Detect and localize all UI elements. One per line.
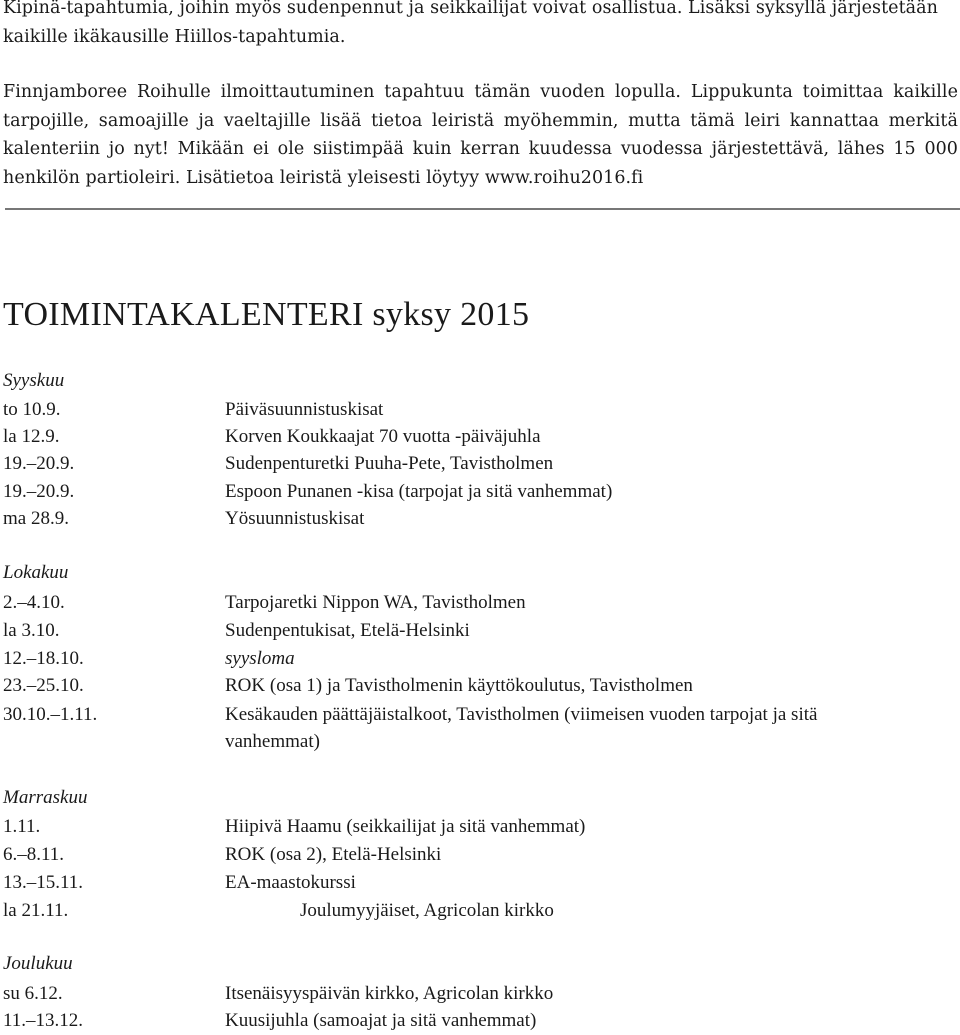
- event-name-line-2: vanhemmat): [225, 731, 320, 752]
- month-heading-marraskuu: Marraskuu: [3, 787, 88, 808]
- event-name: [225, 701, 945, 755]
- calendar-title: TOIMINTAKALENTERI syksy 2015: [3, 296, 530, 333]
- event-date: 6.–8.11.: [3, 844, 65, 865]
- event-date: la 21.11.: [3, 900, 69, 921]
- event-date: 1.11.: [3, 816, 41, 837]
- event-date: 23.–25.10.: [3, 675, 84, 696]
- event-name: Päiväsuunnistuskisat: [225, 399, 384, 420]
- intro-paragraph-1-line-2: kaikille ikäkausille Hiillos-tapahtumia.: [3, 26, 346, 47]
- event-name: Korven Koukkaajat 70 vuotta -päiväjuhla: [225, 426, 541, 447]
- event-name: Espoon Punanen -kisa (tarpojat ja sitä vanhemmat): [225, 481, 613, 502]
- event-date: la 3.10.: [3, 620, 60, 641]
- intro-paragraph-2: Finnjamboree Roihulle ilmoittautuminen tapahtuu tämän vuoden lopulla. Lippukunta toimittaa kaikille tarpojille, samoajille ja vaeltajille lisää tietoa leiristä myöhemmin, mutta tämä leiri kannattaa merkitä kalenteriin jo nyt! Mikään ei ole siistimpää kuin kerran kuudessa vuodessa järjestettävä, lähes 15 000 henkilön partioleiri. Lisätietoa leiristä yleisesti löytyy www.roihu2016.fi: [3, 82, 958, 188]
- section-divider: [5, 208, 960, 210]
- event-name: Sudenpentukisat, Etelä-Helsinki: [225, 620, 470, 641]
- event-date: 11.–13.12.: [3, 1010, 84, 1031]
- event-name: EA-maastokurssi: [225, 872, 356, 893]
- event-date: ma 28.9.: [3, 508, 69, 529]
- event-name-line-1: Kesäkauden päättäjäistalkoot, Tavistholmen (viimeisen vuoden tarpojat ja sitä: [225, 704, 818, 725]
- event-name: Joulumyyjäiset, Agricolan kirkko: [300, 900, 554, 921]
- event-date: to 10.9.: [3, 399, 61, 420]
- event-name: Tarpojaretki Nippon WA, Tavistholmen: [225, 592, 526, 613]
- event-date: 13.–15.11.: [3, 872, 84, 893]
- event-name: Kuusijuhla (samoajat ja sitä vanhemmat): [225, 1010, 537, 1031]
- intro-paragraph-1-line-1: Kipinä-tapahtumia, joihin myös sudenpennut ja seikkailijat voivat osallistua. Lisäksi syksyllä järjestetään: [3, 0, 938, 18]
- event-name: Sudenpenturetki Puuha-Pete, Tavistholmen: [225, 453, 554, 474]
- event-name: Yösuunnistuskisat: [225, 508, 365, 529]
- event-date: 2.–4.10.: [3, 592, 65, 613]
- event-name: ROK (osa 2), Etelä-Helsinki: [225, 844, 442, 865]
- event-name: ROK (osa 1) ja Tavistholmenin käyttökoulutus, Tavistholmen: [225, 675, 693, 696]
- event-date: 12.–18.10.: [3, 648, 84, 669]
- month-heading-joulukuu: Joulukuu: [3, 953, 73, 974]
- event-name: syysloma: [225, 648, 295, 669]
- month-heading-syyskuu: Syyskuu: [3, 370, 65, 391]
- intro-paragraph-1: [3, 0, 958, 51]
- event-date: 19.–20.9.: [3, 481, 75, 502]
- month-heading-lokakuu: Lokakuu: [3, 562, 69, 583]
- event-name: Hiipivä Haamu (seikkailijat ja sitä vanhemmat): [225, 816, 586, 837]
- event-date: 30.10.–1.11.: [3, 704, 98, 725]
- event-date: su 6.12.: [3, 983, 63, 1004]
- event-date: 19.–20.9.: [3, 453, 75, 474]
- event-name: Itsenäisyyspäivän kirkko, Agricolan kirkko: [225, 983, 554, 1004]
- event-date: la 12.9.: [3, 426, 60, 447]
